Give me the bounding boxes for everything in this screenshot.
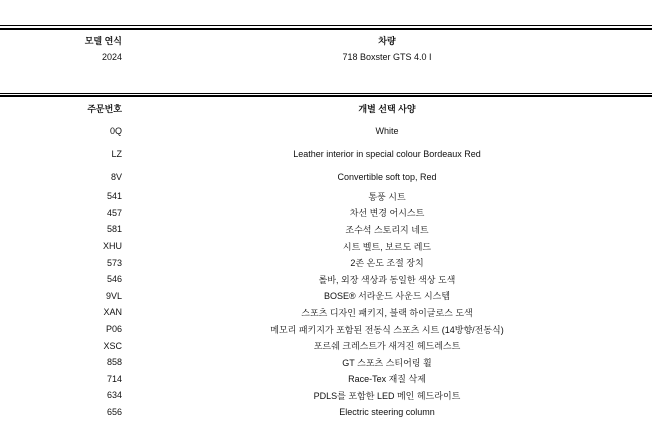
table-row	[0, 387, 652, 404]
table-row	[0, 188, 652, 205]
model-year-value: 2024	[101, 52, 122, 62]
option-code: 634	[106, 390, 122, 401]
table-row	[0, 337, 652, 354]
table-row	[0, 304, 652, 321]
option-description: PDLS를 포함한 LED 메인 헤드라이트	[313, 390, 461, 401]
option-description: 롤바, 외장 색상과 동일한 색상 도색	[318, 274, 456, 285]
order-number-header: 주문번호	[87, 104, 122, 114]
option-code: 457	[106, 207, 122, 218]
option-description: 메모리 패키지가 포함된 전동식 스포츠 시트 (14방향/전동식)	[270, 324, 504, 335]
option-code: 858	[106, 357, 122, 368]
options-section-top-rule	[0, 93, 652, 98]
option-description: BOSE® 서라운드 사운드 시스템	[323, 291, 451, 302]
option-code: 573	[106, 257, 122, 268]
option-code: 9VL	[105, 290, 122, 301]
option-description: 스포츠 디자인 패키지, 블랙 하이글로스 도색	[301, 307, 473, 318]
option-description: GT 스포츠 스티어링 휠	[342, 357, 432, 368]
table-row	[0, 205, 652, 222]
options-rows	[0, 119, 652, 420]
option-description: 통풍 시트	[368, 191, 406, 202]
table-row	[0, 221, 652, 238]
option-code: 656	[106, 407, 122, 418]
option-code: 541	[106, 191, 122, 202]
option-code: XHU	[102, 241, 122, 252]
table-row	[0, 254, 652, 271]
vehicle-name-value: 718 Boxster GTS 4.0 I	[342, 52, 432, 62]
option-description: 차선 변경 어시스트	[349, 208, 425, 219]
option-description: 2존 온도 조절 장치	[350, 258, 424, 269]
table-row	[0, 404, 652, 421]
option-code: XAN	[103, 307, 122, 318]
option-description: Race-Tex 재질 삭제	[348, 374, 426, 385]
option-code: XSC	[103, 340, 122, 351]
option-code: 8V	[110, 171, 122, 182]
model-year-header: 모델 연식	[84, 35, 122, 46]
vehicle-header: 차량	[378, 35, 396, 46]
option-description: 조수석 스토리지 네트	[345, 224, 429, 235]
option-description: Convertible soft top, Red	[337, 171, 437, 182]
table-row	[0, 142, 652, 165]
model-section-top-rule	[0, 25, 652, 30]
model-table-value-row	[0, 51, 652, 64]
table-row	[0, 371, 652, 388]
option-description: White	[375, 125, 399, 136]
option-code: 714	[106, 373, 122, 384]
individual-options-header: 개별 선택 사양	[358, 104, 416, 114]
option-code: 581	[106, 224, 122, 235]
table-row	[0, 288, 652, 305]
option-code: P06	[105, 324, 122, 335]
option-description: 시트 벨트, 보르도 레드	[342, 241, 432, 252]
option-code: 546	[106, 274, 122, 285]
model-table-header-row	[0, 34, 652, 47]
table-row	[0, 354, 652, 371]
table-row	[0, 321, 652, 338]
table-row	[0, 271, 652, 288]
option-code: LZ	[111, 148, 122, 159]
option-description: Electric steering column	[339, 407, 435, 418]
options-table-header-row	[0, 102, 652, 115]
table-row	[0, 165, 652, 188]
option-description: 포르쉐 크레스트가 새겨진 헤드레스트	[313, 341, 461, 352]
option-code: 0Q	[109, 125, 122, 136]
table-row	[0, 238, 652, 255]
table-row	[0, 119, 652, 142]
option-description: Leather interior in special colour Bordeaux Red	[293, 148, 481, 159]
